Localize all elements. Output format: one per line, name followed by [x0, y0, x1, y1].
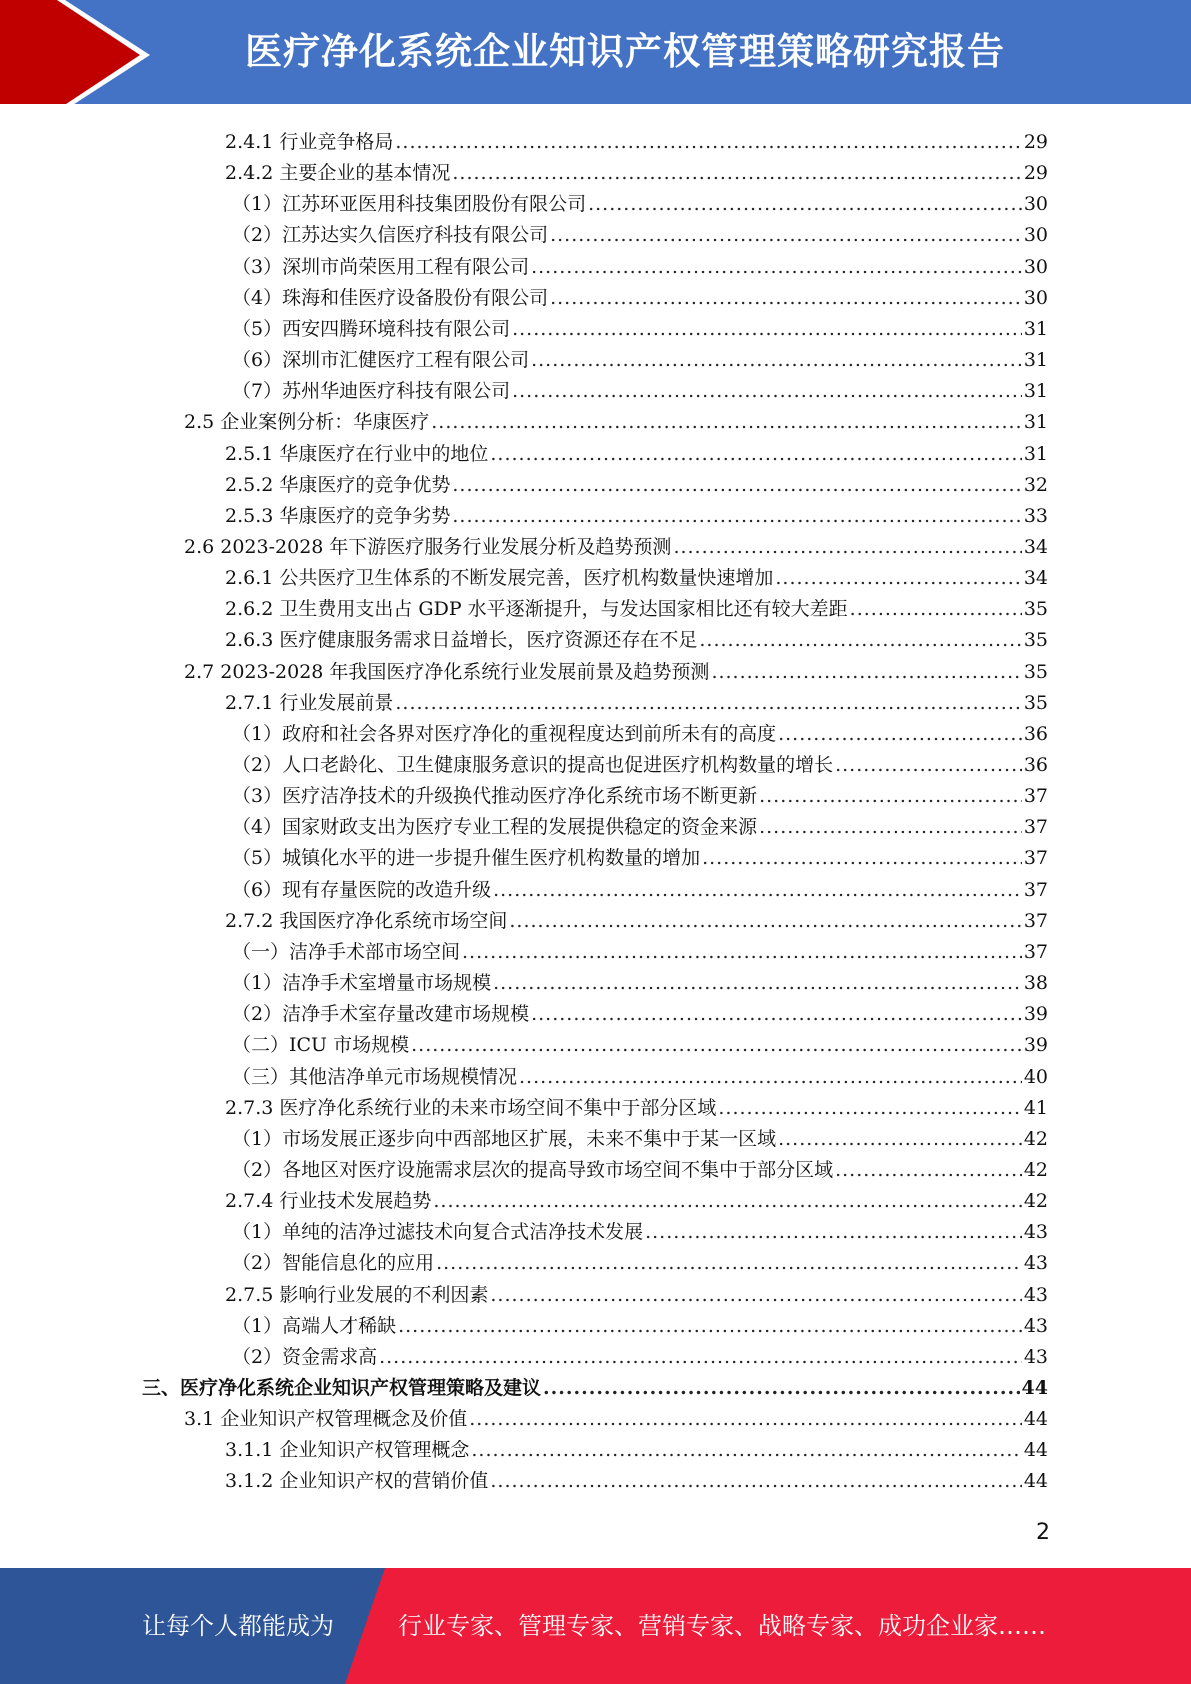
toc-entry[interactable] [232, 1124, 1048, 1155]
toc-entry-label: 2.7 2023-2028 年我国医疗净化系统行业发展前景及趋势预测 [184, 660, 710, 683]
toc-entry[interactable] [225, 563, 1048, 594]
toc-entry-label: （4）珠海和佳医疗设备股份有限公司 [232, 286, 549, 309]
toc-leader-dots [471, 1435, 1021, 1466]
toc-entry[interactable] [232, 189, 1048, 220]
toc-entry[interactable] [232, 999, 1048, 1030]
toc-entry-label: （7）苏州华迪医疗科技有限公司 [232, 380, 511, 403]
toc-leader-dots [550, 220, 1022, 251]
toc-entry[interactable] [232, 750, 1048, 781]
toc-entry-label: （1）政府和社会各界对医疗净化的重视程度达到前所未有的高度 [232, 722, 777, 745]
toc-entry[interactable] [232, 345, 1048, 376]
toc-entry-label: 2.6.3 医疗健康服务需求日益增长，医疗资源还存在不足 [225, 629, 698, 652]
toc-leader-dots [490, 439, 1021, 470]
toc-leader-dots [433, 1186, 1021, 1217]
toc-entry-label: 2.5.3 华康医疗的竞争劣势 [225, 504, 451, 527]
toc-entry[interactable] [232, 968, 1048, 999]
toc-leader-dots [711, 657, 1021, 688]
toc-entry[interactable] [225, 1186, 1048, 1217]
toc-entry[interactable] [232, 719, 1048, 750]
toc-entry-label: 2.7.4 行业技术发展趋势 [225, 1190, 432, 1213]
toc-entry[interactable] [142, 1373, 1048, 1404]
toc-entry-page: 34 [1023, 567, 1048, 590]
footer-slogan-right: 行业专家、管理专家、营销专家、战略专家、成功企业家…… [398, 1612, 1046, 1640]
toc-entry-label: 三、医疗净化系统企业知识产权管理策略及建议 [142, 1377, 542, 1399]
toc-entry-label: 2.5.1 华康医疗在行业中的地位 [225, 442, 489, 465]
toc-entry-page: 33 [1023, 504, 1048, 527]
toc-entry-label: （3）深圳市尚荣医用工程有限公司 [232, 255, 530, 278]
toc-entry-page: 30 [1023, 193, 1048, 216]
toc-leader-dots [835, 1155, 1022, 1186]
red-chevron-icon [0, 0, 160, 110]
toc-entry-page: 43 [1023, 1345, 1048, 1368]
toc-entry-page: 31 [1023, 349, 1048, 372]
toc-entry-page: 36 [1023, 722, 1048, 745]
toc-entry[interactable] [225, 1280, 1048, 1311]
toc-entry-label: （4）国家财政支出为医疗专业工程的发展提供稳定的资金来源 [232, 816, 758, 839]
toc-entry[interactable] [232, 376, 1048, 407]
toc-entry-page: 43 [1023, 1283, 1048, 1306]
toc-leader-dots [512, 314, 1022, 345]
toc-entry-page: 41 [1023, 1096, 1048, 1119]
toc-leader-dots [462, 937, 1022, 968]
toc-entry[interactable] [232, 843, 1048, 874]
report-title: 医疗净化系统企业知识产权管理策略研究报告 [245, 30, 1005, 73]
toc-entry-page: 31 [1023, 411, 1048, 434]
toc-leader-dots [519, 1062, 1022, 1093]
toc-entry[interactable] [225, 158, 1048, 189]
toc-entry-page: 35 [1023, 629, 1048, 652]
toc-entry[interactable] [225, 501, 1048, 532]
toc-entry[interactable] [232, 1155, 1048, 1186]
toc-entry[interactable] [232, 1030, 1048, 1061]
toc-entry-page: 35 [1023, 598, 1048, 621]
toc-entry-label: （2）资金需求高 [232, 1345, 378, 1368]
toc-leader-dots [759, 781, 1022, 812]
toc-entry[interactable] [232, 1248, 1048, 1279]
toc-leader-dots [379, 1342, 1022, 1373]
toc-entry-page: 30 [1023, 224, 1048, 247]
toc-leader-dots [718, 1093, 1021, 1124]
footer-slogan-left: 让每个人都能成为 [142, 1612, 334, 1640]
toc-entry[interactable] [232, 937, 1048, 968]
toc-entry-page: 29 [1023, 131, 1048, 153]
toc-entry-page: 37 [1023, 847, 1048, 870]
toc-entry-label: （2）各地区对医疗设施需求层次的提高导致市场空间不集中于部分区域 [232, 1158, 834, 1181]
toc-entry[interactable] [232, 875, 1048, 906]
toc-leader-dots [452, 470, 1021, 501]
toc-entry-label: 2.4.2 主要企业的基本情况 [225, 162, 451, 185]
toc-leader-dots [775, 563, 1021, 594]
page-number: 2 [1036, 1520, 1050, 1545]
toc-entry[interactable] [232, 1311, 1048, 1342]
toc-entry-page: 37 [1023, 940, 1048, 963]
toc-entry-page: 31 [1023, 442, 1048, 465]
toc-entry-page: 35 [1023, 691, 1048, 714]
toc-entry-label: 2.6.2 卫生费用支出占 GDP 水平逐渐提升，与发达国家相比还有较大差距 [225, 598, 848, 621]
toc-entry-page: 29 [1023, 162, 1048, 185]
toc-entry-page: 42 [1023, 1158, 1048, 1181]
toc-entry[interactable] [232, 1062, 1048, 1093]
toc-entry-label: 2.6.1 公共医疗卫生体系的不断发展完善，医疗机构数量快速增加 [225, 567, 774, 590]
toc-entry[interactable] [225, 1435, 1048, 1466]
toc-entry-label: 2.7.2 我国医疗净化系统市场空间 [225, 909, 508, 932]
toc-entry-label: 2.6 2023-2028 年下游医疗服务行业发展分析及趋势预测 [184, 535, 672, 558]
toc-entry-label: 3.1.1 企业知识产权管理概念 [225, 1439, 470, 1462]
toc-entry-page: 37 [1023, 909, 1048, 932]
toc-leader-dots [759, 812, 1022, 843]
toc-entry-label: 2.5.2 华康医疗的竞争优势 [225, 473, 451, 496]
report-header [0, 0, 1191, 110]
toc-entry-label: 2.5 企业案例分析：华康医疗 [184, 411, 430, 434]
toc-leader-dots [395, 127, 1021, 158]
toc-leader-dots [702, 843, 1022, 874]
toc-leader-dots [543, 1373, 1020, 1404]
toc-entry-page: 43 [1023, 1252, 1048, 1275]
toc-entry[interactable] [232, 283, 1048, 314]
toc-entry-page: 44 [1023, 1439, 1048, 1462]
toc-entry-page: 36 [1023, 754, 1048, 776]
toc-entry-page: 44 [1023, 1470, 1048, 1493]
toc-entry-page: 43 [1023, 1314, 1048, 1337]
toc-leader-dots [531, 345, 1022, 376]
toc-entry-label: （一）洁净手术部市场空间 [232, 940, 461, 963]
toc-entry[interactable] [225, 906, 1048, 937]
toc-leader-dots [778, 1124, 1022, 1155]
toc-entry[interactable] [232, 314, 1048, 345]
toc-entry-label: （1）洁净手术室增量市场规模 [232, 972, 492, 995]
toc-entry-page: 31 [1023, 380, 1048, 403]
toc-entry-label: 2.7.1 行业发展前景 [225, 691, 394, 714]
toc-entry-page: 34 [1023, 535, 1048, 558]
toc-entry-page: 30 [1023, 255, 1048, 278]
toc-entry[interactable] [225, 1466, 1048, 1497]
toc-entry-label: （三）其他洁净单元市场规模情况 [232, 1065, 518, 1088]
toc-entry-label: （二）ICU 市场规模 [232, 1034, 410, 1057]
toc-leader-dots [493, 968, 1022, 999]
toc-leader-dots [512, 376, 1022, 407]
toc-entry-label: （1）市场发展正逐步向中西部地区扩展，未来不集中于某一区域 [232, 1127, 777, 1150]
toc-entry-label: 3.1 企业知识产权管理概念及价值 [184, 1408, 468, 1431]
toc-entry[interactable] [232, 1342, 1048, 1373]
toc-entry-label: （2）智能信息化的应用 [232, 1252, 435, 1275]
toc-entry-label: 2.4.1 行业竞争格局 [225, 131, 394, 153]
toc-leader-dots [588, 189, 1022, 220]
toc-entry[interactable] [232, 252, 1048, 283]
toc-leader-dots [436, 1248, 1022, 1279]
toc-leader-dots [531, 999, 1022, 1030]
toc-entry[interactable] [184, 657, 1048, 688]
report-footer [0, 1568, 1191, 1684]
toc-entry-label: （2）洁净手术室存量改建市场规模 [232, 1003, 530, 1026]
toc-leader-dots [431, 407, 1022, 438]
toc-entry-page: 31 [1023, 317, 1048, 340]
toc-leader-dots [835, 750, 1022, 781]
toc-entry[interactable] [225, 625, 1048, 656]
toc-entry[interactable] [232, 220, 1048, 251]
toc-entry[interactable] [225, 470, 1048, 501]
toc-entry-page: 44 [1021, 1377, 1048, 1399]
toc-entry-page: 39 [1023, 1034, 1048, 1057]
toc-leader-dots [509, 906, 1021, 937]
toc-leader-dots [452, 501, 1021, 532]
toc-entry-label: （5）西安四腾环境科技有限公司 [232, 317, 511, 340]
toc-leader-dots [778, 719, 1022, 750]
toc-entry[interactable] [232, 812, 1048, 843]
toc-entry-page: 42 [1023, 1127, 1048, 1150]
header-divider [0, 104, 1191, 110]
toc-entry-page: 39 [1023, 1003, 1048, 1026]
toc-leader-dots [452, 158, 1021, 189]
toc-leader-dots [493, 875, 1022, 906]
toc-entry-page: 44 [1023, 1408, 1048, 1431]
toc-entry-page: 37 [1023, 878, 1048, 901]
toc-entry-label: （6）深圳市汇健医疗工程有限公司 [232, 349, 530, 372]
toc-entry[interactable] [184, 407, 1048, 438]
toc-entry-label: （1）单纯的洁净过滤技术向复合式洁净技术发展 [232, 1221, 644, 1244]
toc-entry-label: （3）医疗洁净技术的升级换代推动医疗净化系统市场不断更新 [232, 785, 758, 808]
toc-entry-page: 42 [1023, 1190, 1048, 1213]
toc-entry[interactable] [184, 1404, 1048, 1435]
toc-entry-label: （2）人口老龄化、卫生健康服务意识的提高也促进医疗机构数量的增长 [232, 754, 834, 776]
toc-entry-label: （6）现有存量医院的改造升级 [232, 878, 492, 901]
toc-leader-dots [411, 1030, 1022, 1061]
toc-entry-label: 2.7.5 影响行业发展的不利因素 [225, 1283, 489, 1306]
toc-entry[interactable] [225, 594, 1048, 625]
toc-entry-label: （1）高端人才稀缺 [232, 1314, 397, 1337]
toc-leader-dots [469, 1404, 1022, 1435]
toc-leader-dots [550, 283, 1022, 314]
toc-entry-page: 40 [1023, 1065, 1048, 1088]
toc-leader-dots [850, 594, 1022, 625]
toc-entry[interactable] [225, 1093, 1048, 1124]
toc-entry[interactable] [232, 1217, 1048, 1248]
toc-leader-dots [673, 532, 1021, 563]
toc-entry-page: 43 [1023, 1221, 1048, 1244]
toc-entry[interactable] [225, 439, 1048, 470]
toc-entry-label: （1）江苏环亚医用科技集团股份有限公司 [232, 193, 587, 216]
toc-entry-page: 38 [1023, 972, 1048, 995]
toc-leader-dots [398, 1311, 1022, 1342]
toc-entry[interactable] [225, 127, 1048, 158]
toc-entry-label: （2）江苏达实久信医疗科技有限公司 [232, 224, 549, 247]
toc-entry-page: 32 [1023, 473, 1048, 496]
toc-entry[interactable] [184, 532, 1048, 563]
toc-entry-label: 3.1.2 企业知识产权的营销价值 [225, 1470, 489, 1493]
toc-leader-dots [490, 1280, 1021, 1311]
toc-leader-dots [645, 1217, 1022, 1248]
toc-leader-dots [395, 688, 1021, 719]
toc-leader-dots [531, 252, 1022, 283]
toc-leader-dots [699, 625, 1021, 656]
toc-entry-page: 35 [1023, 660, 1048, 683]
toc-entry-page: 37 [1023, 816, 1048, 839]
toc-entry[interactable] [232, 781, 1048, 812]
toc-entry-page: 37 [1023, 785, 1048, 808]
toc-entry-label: （5）城镇化水平的进一步提升催生医疗机构数量的增加 [232, 847, 701, 870]
toc-leader-dots [490, 1466, 1021, 1497]
toc-entry-page: 30 [1023, 286, 1048, 309]
toc-entry-label: 2.7.3 医疗净化系统行业的未来市场空间不集中于部分区域 [225, 1096, 717, 1119]
toc-entry[interactable] [225, 688, 1048, 719]
